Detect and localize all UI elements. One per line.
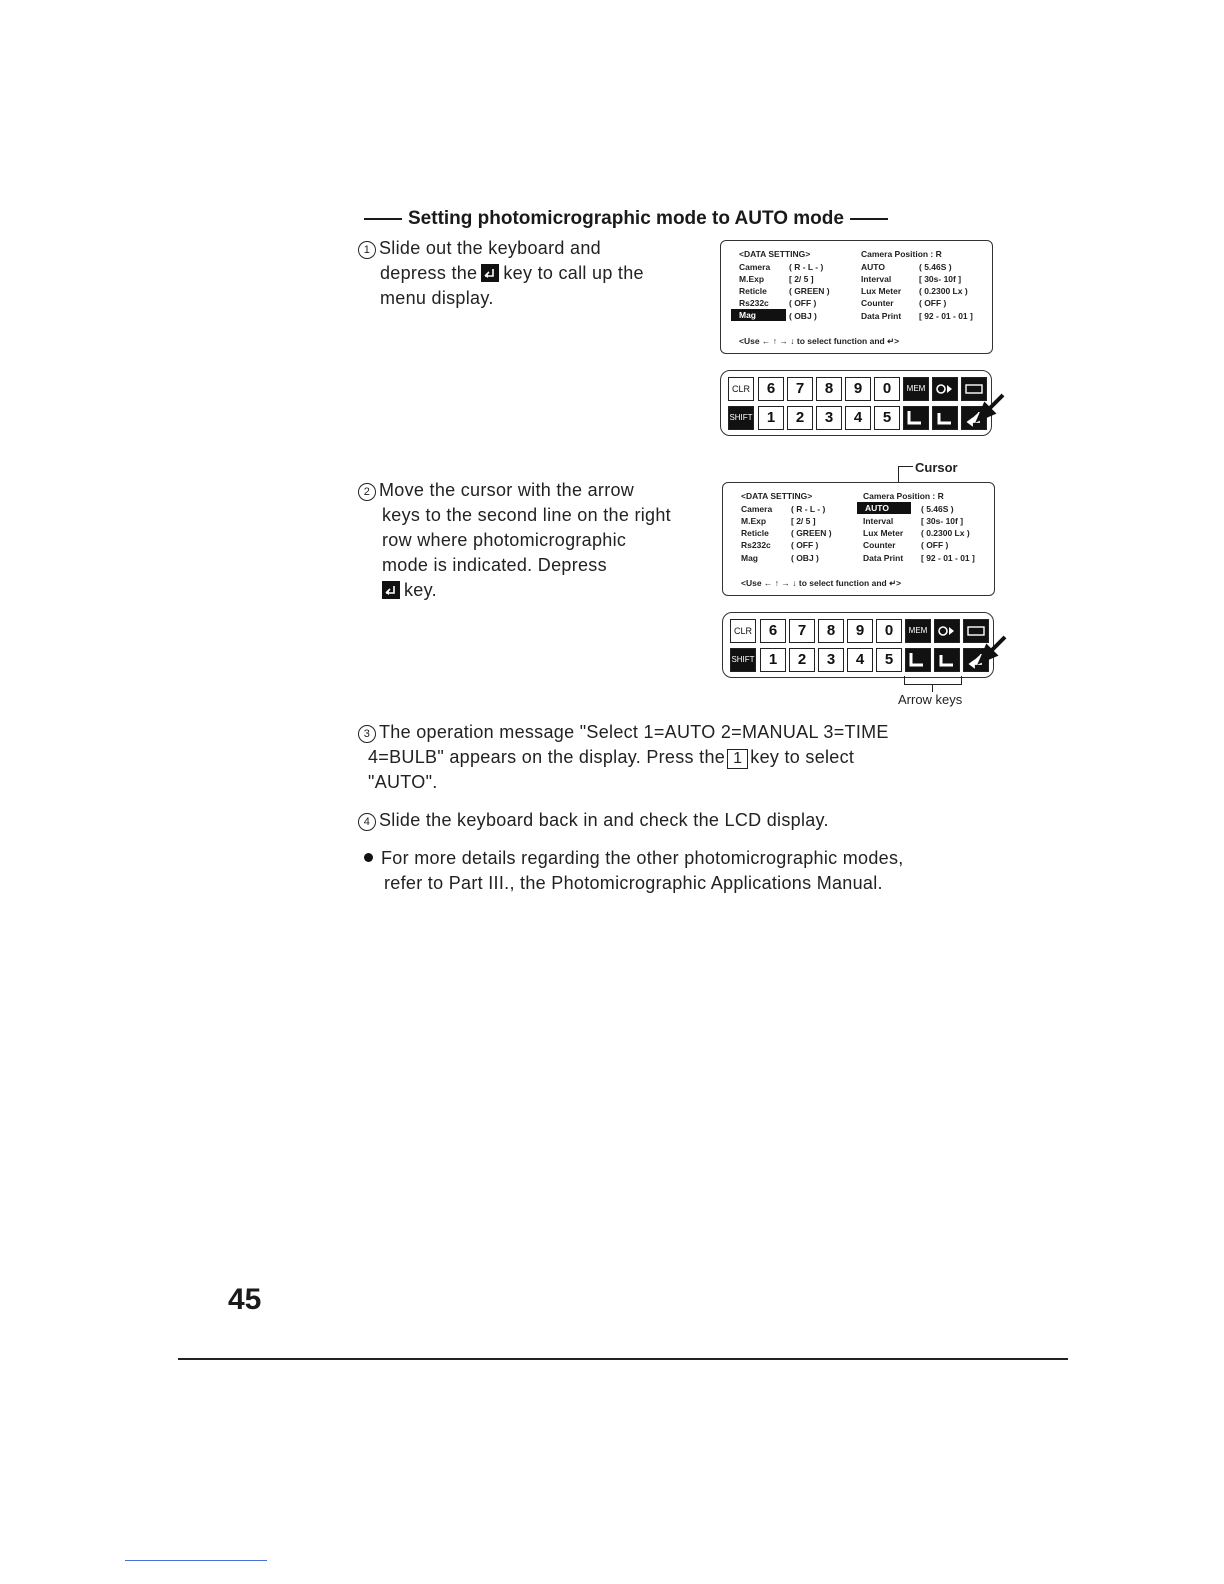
step-text: Slide out the keyboard and	[379, 238, 601, 258]
bottom-link-rule	[125, 1560, 267, 1561]
lcd-display-2	[722, 482, 995, 596]
key-2[interactable]: 2	[789, 648, 815, 672]
step-text: Move the cursor with the arrow	[379, 480, 635, 500]
key-9[interactable]: 9	[847, 619, 873, 643]
step-4	[358, 808, 829, 833]
lcd-value: ( R - L - )	[789, 262, 824, 272]
key-1[interactable]: 1	[758, 406, 784, 430]
section-title	[358, 208, 894, 230]
title-rule-right	[850, 218, 888, 220]
lcd-value: ( GREEN )	[789, 286, 830, 296]
step-number: 4	[358, 813, 376, 831]
step-text: key to select	[750, 747, 855, 767]
key-3[interactable]: 3	[818, 648, 844, 672]
step-number: 2	[358, 483, 376, 501]
lcd-label: Data Print	[861, 311, 902, 321]
mem-key[interactable]: MEM	[905, 619, 931, 643]
key-1[interactable]: 1	[760, 648, 786, 672]
key-2[interactable]: 2	[787, 406, 813, 430]
lcd-value: [ 92 - 01 - 01 ]	[919, 311, 973, 321]
lcd-footer: <Use ← ↑ → ↓ to select function and ↵>	[739, 336, 900, 346]
pointer-arrow-icon	[971, 389, 1011, 429]
lcd-value: ( OFF )	[919, 298, 947, 308]
lcd-cursor-highlight: AUTO	[857, 503, 911, 513]
key-7[interactable]: 7	[789, 619, 815, 643]
key-8[interactable]: 8	[818, 619, 844, 643]
lcd-value: [ 2/ 5 ]	[791, 516, 816, 526]
lcd-label: Data Print	[863, 553, 904, 563]
arrow-keys-label: Arrow keys	[898, 692, 963, 707]
lcd-label: AUTO	[861, 262, 885, 272]
bullet-icon	[364, 853, 373, 862]
lcd-value: ( OBJ )	[789, 311, 817, 321]
lcd-label: Lux Meter	[861, 286, 902, 296]
lcd-label: Counter	[861, 298, 894, 308]
step-number: 3	[358, 725, 376, 743]
step-1	[358, 236, 644, 311]
lcd-value: ( OFF )	[921, 540, 949, 550]
lcd-value: ( 0.2300 Lx )	[919, 286, 968, 296]
lcd-label: Reticle	[741, 528, 769, 538]
key-3[interactable]: 3	[816, 406, 842, 430]
mem-key[interactable]: MEM	[903, 377, 929, 401]
key-8[interactable]: 8	[816, 377, 842, 401]
arrow-up-right-key[interactable]	[932, 406, 958, 430]
step-text: menu display.	[380, 288, 494, 308]
lcd-header-right: Camera Position : R	[863, 491, 944, 501]
key-1-inline: 1	[727, 749, 748, 769]
shift-key[interactable]: SHIFT	[730, 648, 756, 672]
step-text: "AUTO".	[368, 772, 438, 792]
keyboard-1	[720, 370, 992, 436]
lcd-label: Mag	[741, 553, 758, 563]
lcd-value: [ 30s- 10f ]	[919, 274, 962, 284]
lcd-footer: <Use ← ↑ → ↓ to select function and ↵>	[741, 578, 902, 588]
lcd-row-highlighted: Mag	[731, 310, 786, 320]
lcd-label: Interval	[861, 274, 892, 284]
lcd-row: Camera	[739, 262, 771, 272]
lcd-value: [ 2/ 5 ]	[789, 274, 814, 284]
step-text: keys to the second line on the right	[382, 505, 671, 525]
note-text: refer to Part III., the Photomicrographic Applications Manual.	[384, 873, 883, 893]
lcd-value: ( 5.46S )	[921, 504, 954, 514]
step-3	[358, 720, 889, 795]
lcd-label: Rs232c	[741, 540, 771, 550]
cursor-label: Cursor	[915, 460, 958, 475]
key-7[interactable]: 7	[787, 377, 813, 401]
lcd-value: ( OFF )	[791, 540, 819, 550]
footer-rule	[178, 1358, 1068, 1360]
lcd-value: ( OFF )	[789, 298, 817, 308]
clr-key[interactable]: CLR	[730, 619, 756, 643]
step-text: mode is indicated. Depress	[382, 555, 607, 575]
arrow-keys-bracket-stem	[932, 684, 933, 692]
step-text: Slide the keyboard back in and check the LCD display.	[379, 810, 829, 830]
lcd-label: Counter	[863, 540, 896, 550]
key-9[interactable]: 9	[845, 377, 871, 401]
photo-fwd-key[interactable]	[932, 377, 958, 401]
arrow-down-left-key[interactable]	[903, 406, 929, 430]
lcd-value: ( OBJ )	[791, 553, 819, 563]
clr-key[interactable]: CLR	[728, 377, 754, 401]
lcd-display-1	[720, 240, 993, 354]
lcd-value: ( GREEN )	[791, 528, 832, 538]
step-text: row where photomicrographic	[382, 530, 627, 550]
arrow-keys-bracket	[904, 676, 962, 685]
lcd-label: M.Exp	[739, 274, 765, 284]
arrow-down-left-key[interactable]	[905, 648, 931, 672]
key-5[interactable]: 5	[876, 648, 902, 672]
lcd-value: [ 92 - 01 - 01 ]	[921, 553, 975, 563]
key-4[interactable]: 4	[847, 648, 873, 672]
note-text: For more details regarding the other photomicrographic modes,	[381, 848, 904, 868]
lcd-header-left: <DATA SETTING>	[739, 249, 811, 259]
step-text: The operation message "Select 1=AUTO 2=MANUAL 3=TIME	[379, 722, 889, 742]
lcd-label: Rs232c	[739, 298, 769, 308]
lcd-label: M.Exp	[741, 516, 767, 526]
lcd-value: ( 0.2300 Lx )	[921, 528, 970, 538]
key-6[interactable]: 6	[758, 377, 784, 401]
title-rule-left	[364, 218, 402, 220]
step-number: 1	[358, 241, 376, 259]
lcd-header-left: <DATA SETTING>	[741, 491, 813, 501]
step-text: key to call up the	[503, 263, 644, 283]
lcd-label: Interval	[863, 516, 894, 526]
lcd-label: Camera	[741, 504, 773, 514]
pointer-arrow-icon	[973, 631, 1013, 671]
shift-key[interactable]: SHIFT	[728, 406, 754, 430]
step-text: depress the	[380, 263, 478, 283]
key-6[interactable]: 6	[760, 619, 786, 643]
enter-key-icon	[481, 264, 499, 282]
page-number: 45	[228, 1283, 262, 1316]
lcd-label: Reticle	[739, 286, 767, 296]
cursor-pointer-line	[898, 466, 913, 467]
lcd-value: ( R - L - )	[791, 504, 826, 514]
lcd-value: ( 5.46S )	[919, 262, 952, 272]
step-text: key.	[404, 580, 437, 600]
key-4[interactable]: 4	[845, 406, 871, 430]
arrow-up-right-key[interactable]	[934, 648, 960, 672]
bullet-note	[364, 846, 904, 896]
key-0[interactable]: 0	[874, 377, 900, 401]
enter-key-icon	[382, 581, 400, 599]
lcd-value: [ 30s- 10f ]	[921, 516, 964, 526]
photo-fwd-key[interactable]	[934, 619, 960, 643]
key-0[interactable]: 0	[876, 619, 902, 643]
title-text: Setting photomicrographic mode to AUTO mode	[408, 208, 844, 229]
lcd-header-right: Camera Position : R	[861, 249, 942, 259]
step-text: 4=BULB" appears on the display. Press the	[368, 747, 726, 767]
step-2	[358, 478, 671, 603]
key-5[interactable]: 5	[874, 406, 900, 430]
keyboard-2	[722, 612, 994, 678]
lcd-label: Lux Meter	[863, 528, 904, 538]
